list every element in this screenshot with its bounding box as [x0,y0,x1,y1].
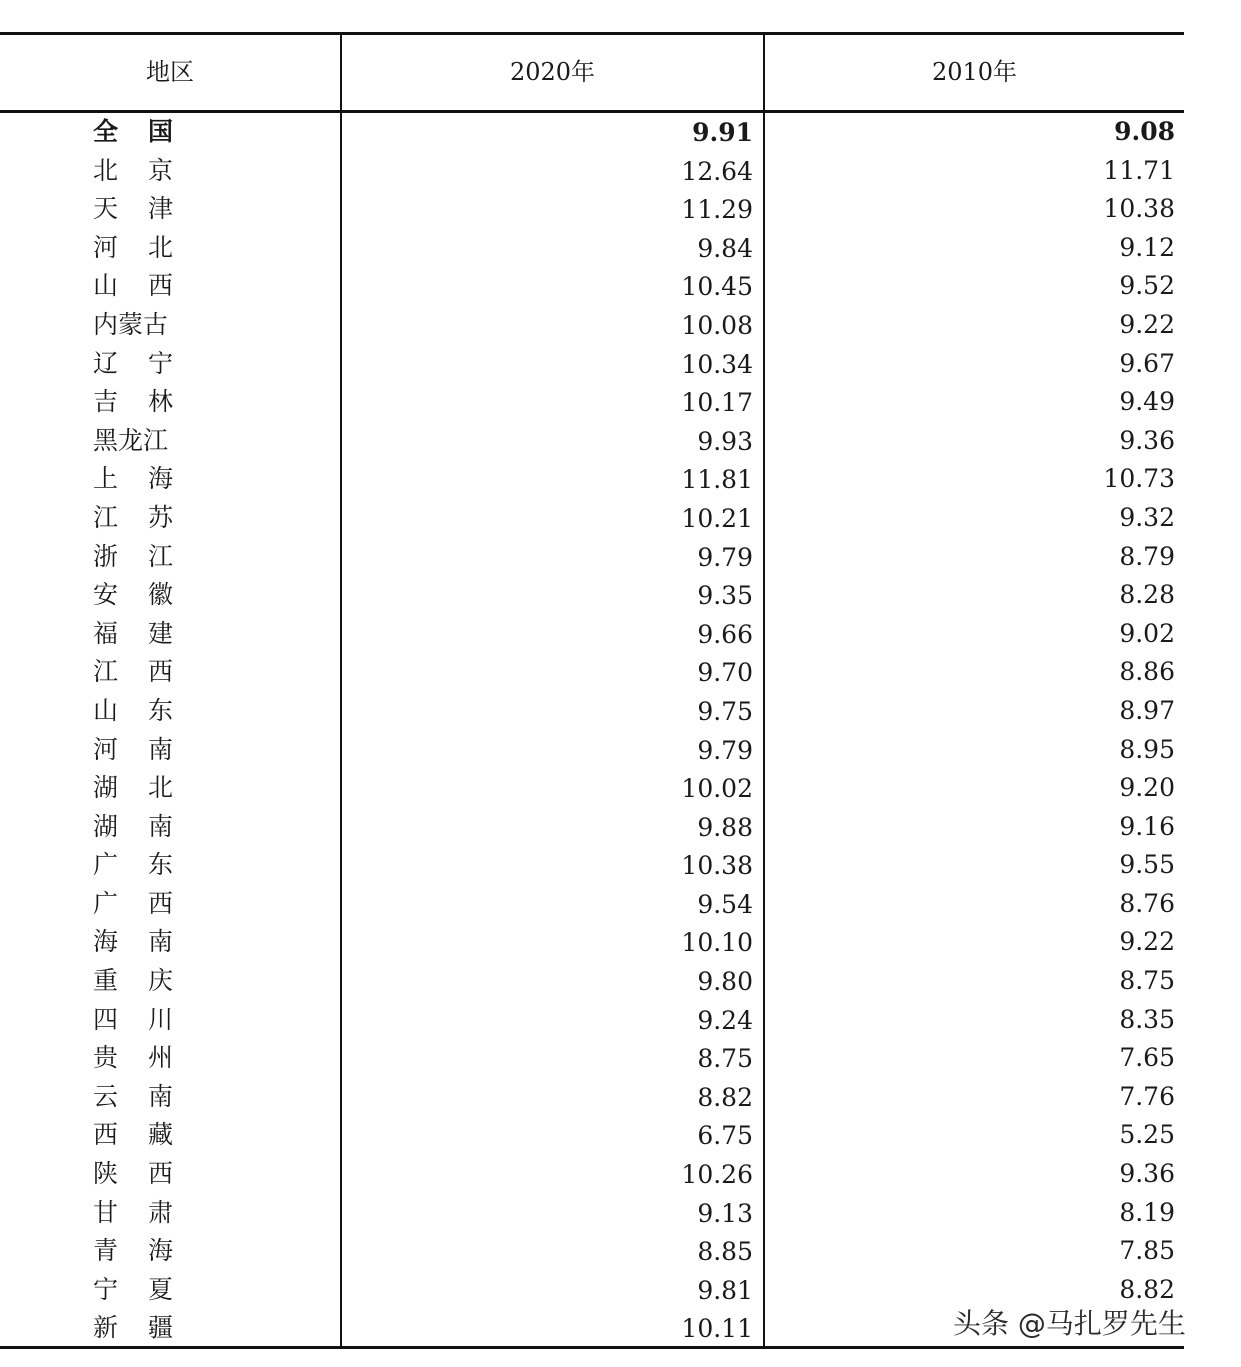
table-row [0,345,1184,384]
value-2020: 10.02 [681,774,753,804]
table-row [0,846,1184,885]
value-2020: 10.34 [681,349,753,379]
table-row [0,267,1184,306]
value-2010: 9.36 [1119,1159,1175,1189]
value-2020: 10.45 [681,272,753,302]
value-2010: 8.19 [1119,1197,1175,1227]
value-2020: 9.91 [692,118,753,147]
value-2020: 10.10 [681,928,753,958]
value-2020: 10.11 [681,1314,753,1344]
table-row [0,460,1184,499]
table-row [0,962,1184,1001]
value-2020: 9.93 [697,426,753,456]
region-name: 贵 州 [93,1043,173,1073]
value-2020: 9.81 [697,1275,753,1305]
region-name: 黑龙江 [93,425,169,455]
value-2010: 7.65 [1119,1043,1175,1073]
table-row [0,769,1184,808]
value-2020: 11.81 [681,465,753,495]
value-2020: 9.79 [697,542,753,572]
table-row [0,422,1184,461]
value-2020: 9.54 [697,889,753,919]
table-row [0,1039,1184,1078]
region-name: 甘 肃 [93,1197,173,1227]
table-row [0,615,1184,654]
region-name: 新 疆 [93,1313,173,1343]
value-2020: 9.13 [697,1198,753,1228]
region-name: 河 北 [93,232,173,262]
value-2010: 9.67 [1119,348,1175,378]
value-2010: 9.36 [1119,425,1175,455]
value-2020: 8.82 [697,1082,753,1112]
region-name: 广 西 [93,888,173,918]
value-2020: 9.80 [697,967,753,997]
value-2010: 8.82 [1119,1274,1175,1304]
table-row [0,692,1184,731]
table-row [0,306,1184,345]
value-2010: 9.08 [1114,117,1175,146]
value-2010: 8.97 [1119,695,1175,725]
region-name: 湖 南 [93,811,173,841]
value-2010: 9.02 [1119,618,1175,648]
table-row [0,923,1184,962]
region-name: 云 南 [93,1081,173,1111]
region-name: 湖 北 [93,773,173,803]
region-name: 全 国 [93,117,173,146]
region-name: 上 海 [93,464,173,494]
value-2010: 9.55 [1119,850,1175,880]
value-2010: 9.32 [1119,502,1175,532]
value-2010: 10.73 [1103,464,1175,494]
region-name: 天 津 [93,194,173,224]
value-2020: 9.79 [697,735,753,765]
value-2020: 10.17 [681,388,753,418]
region-name: 山 西 [93,271,173,301]
value-2010: 7.85 [1119,1236,1175,1266]
header-region: 地区 [146,58,194,86]
region-name: 北 京 [93,155,173,185]
value-2010: 8.79 [1119,541,1175,571]
value-2010: 8.35 [1119,1004,1175,1034]
value-2020: 10.21 [681,503,753,533]
value-2010: 8.86 [1119,657,1175,687]
table-row [0,576,1184,615]
value-2010: 9.22 [1119,309,1175,339]
table-row [0,1232,1184,1271]
region-name: 陕 西 [93,1159,173,1189]
table-row [0,731,1184,770]
value-2010: 9.20 [1119,773,1175,803]
value-2010: 9.22 [1119,927,1175,957]
value-2010: 8.28 [1119,580,1175,610]
table-row [0,499,1184,538]
table-row [0,229,1184,268]
table-row [0,383,1184,422]
region-name: 浙 江 [93,541,173,571]
region-name: 江 西 [93,657,173,687]
value-2020: 9.75 [697,696,753,726]
region-name: 宁 夏 [93,1274,173,1304]
table-row [0,113,1184,152]
table-row [0,1001,1184,1040]
region-name: 安 徽 [93,580,173,610]
table-body [0,113,1184,1348]
table-row [0,152,1184,191]
value-2020: 8.85 [697,1237,753,1267]
table-row [0,1155,1184,1194]
value-2010: 8.75 [1119,966,1175,996]
table-row [0,538,1184,577]
value-2020: 9.35 [697,581,753,611]
value-2010: 9.52 [1119,271,1175,301]
table-row [0,1116,1184,1155]
value-2010: 8.76 [1119,888,1175,918]
region-name: 四 川 [93,1004,173,1034]
value-2020: 12.64 [681,156,753,186]
value-2020: 9.84 [697,233,753,263]
region-name: 辽 宁 [93,348,173,378]
header-2010: 2010年 [931,58,1018,86]
value-2020: 10.26 [681,1160,753,1190]
value-2010: 11.71 [1103,155,1175,185]
value-2020: 8.75 [697,1044,753,1074]
value-2020: 10.38 [681,851,753,881]
region-name: 重 庆 [93,966,173,996]
header-2020: 2020年 [509,58,596,86]
region-name: 青 海 [93,1236,173,1266]
region-name: 西 藏 [93,1120,173,1150]
table-row [0,653,1184,692]
table-row [0,885,1184,924]
value-2020: 9.70 [697,658,753,688]
region-name: 河 南 [93,734,173,764]
value-2010: 9.12 [1119,232,1175,262]
value-2020: 11.29 [681,195,753,225]
table-row [0,808,1184,847]
region-name: 内蒙古 [93,309,169,339]
value-2020: 10.08 [681,310,753,340]
value-2020: 9.88 [697,812,753,842]
value-2010: 9.16 [1119,811,1175,841]
region-name: 福 建 [93,618,173,648]
table-row [0,1078,1184,1117]
region-name: 海 南 [93,927,173,957]
region-name: 广 东 [93,850,173,880]
region-name: 江 苏 [93,502,173,532]
value-2010: 9.49 [1119,387,1175,417]
table-row [0,1194,1184,1233]
value-2010: 7.76 [1119,1081,1175,1111]
value-2010: 8.95 [1119,734,1175,764]
value-2010: 10.38 [1103,194,1175,224]
value-2020: 6.75 [697,1121,753,1151]
watermark-text: 头条 @马扎罗先生 [953,1307,1186,1340]
table-row [0,190,1184,229]
value-2020: 9.66 [697,619,753,649]
value-2010: 5.25 [1119,1120,1175,1150]
region-name: 吉 林 [93,387,173,417]
value-2020: 9.24 [697,1005,753,1035]
region-name: 山 东 [93,695,173,725]
